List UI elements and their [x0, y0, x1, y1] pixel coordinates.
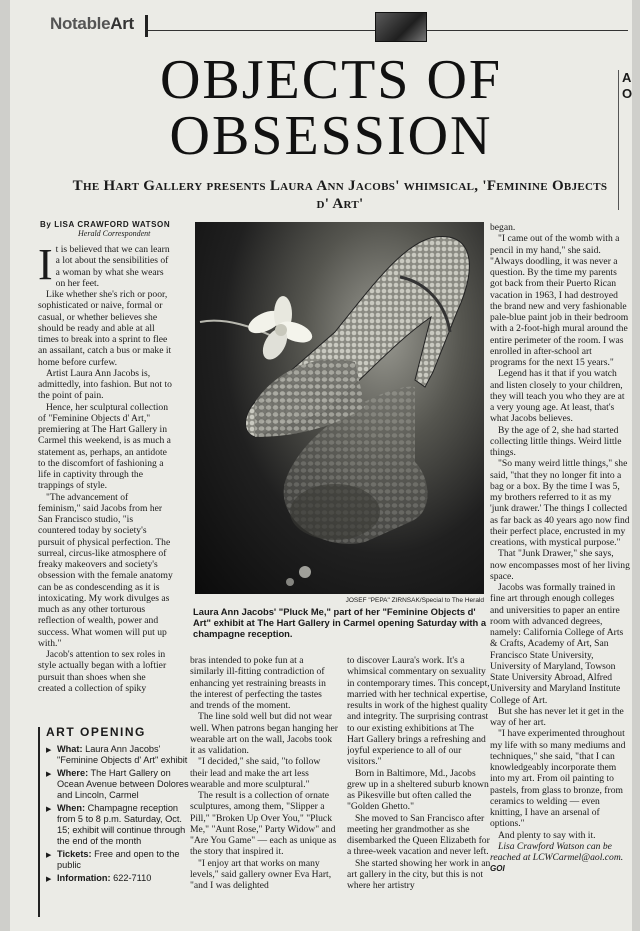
art-opening-list — [46, 744, 189, 884]
author-signature: Lisa Crawford Watson can be reached at LCWCarmel@aol.com. GOI — [490, 840, 624, 874]
flower-decoration — [245, 296, 315, 364]
headline: OBJECTS OF OBSESSION — [159, 49, 503, 167]
photo-credit: JOSEF "PEPA" ZIRNSAK/Special to The Herald — [345, 597, 484, 604]
info-when: ▶ When: Champagne reception from 5 to 8 p.m. Saturday, Oct. 15; exhibit will continue through the end of the month — [46, 803, 189, 847]
article-column-1: It is believed that we can learn a lot about the sensibilities of a woman by what she wears on her feet. Like whether she's rich or poor, sophisticated or naive, formal or casual, or whether believes she should be ready and able at all times to break into a sprint to flee an assailant, catch a bus or make it home before curfew. Artist Laura Ann Jacobs is, admittedly, into fashion. But not to the point of pain. Hence, her sculptural collection of "Feminine Objects d' Art," premiering at The Hart Gallery in Carmel this weekend, is as much a statement as, perhaps, an antidote to the discomfort of fashioning a life in captivity through the trappings of style. "The advancement of feminism," said Jacobs from her San Francisco studio, "is countered today by society's pursuit of physical perfection. The surreal, circus-like atmosphere of freaky makeovers and society's obsession with the female anatomy can be as condescending as it is intoxicating. My work divulges as much as any other torturous reflection of wealth, power and success. What women will put up with." Jacob's attention to sex roles in style actually began with a loftier pursuit than shoes when she created a collection of spiky — [38, 244, 173, 694]
info-tickets: ▶ Tickets: Free and open to the public — [46, 849, 189, 871]
art-opening-heading: ART OPENING — [46, 725, 146, 739]
article-column-2: bras intended to poke fun at a similarly ill-fitting contradiction of enhancing yet restraining breasts in the interest of perfecting the tastes and trends of the moment. The line sold well but did not wear well. When patrons began hanging her wearable art on the wall, Jacobs took it as validation. "I decided," she said, "to follow their lead and make the art less wearable and more sculptural." The result is a collection of ornate sculptures, among them, "Slipper a Pill," "Broken Up Over You," "Pluck Me," "Aunt Rose," Party Widow" and "Are You Game" — each as unique as the story that inspired it. "I enjoy art that works on many levels," said gallery owner Eva Hart, "and I was delighted — [190, 655, 338, 891]
section-header — [50, 10, 632, 38]
adjacent-column-fragment: A O — [618, 70, 632, 210]
info-what: ▶ What: Laura Ann Jacobs' "Feminine Objects d' Art" exhibit — [46, 744, 189, 766]
drop-cap: I — [38, 244, 53, 289]
end-mark: GOI — [490, 864, 505, 874]
article-column-4: began. "I came out of the womb with a pencil in my hand," she said. "Always doodling, it was never a question. By the time my parents got back from their Puerto Rican vacation in 1963, I had destroyed the brand new and very fashionable pale-blue paint job in their bedroom with a 2-foot-high mural around the entire perimeter of the room. I was enrolled in after-school art programs for the next 15 years." Legend has it that if you watch and listen closely to your children, they will teach you who they are at a very young age. At least, that's what Jacobs believes. By the age of 2, she had started collecting little things. Weird little things. "So many weird little things," she said, "that they no longer fit into a bag or a box. By the time I was 5, my brothers referred to it as my 'junk drawer.' The things I collected as far back as 40 years ago now find their perfect place, encrusted in my creations, with mystical purpose." That "Junk Drawer," she says, now encompasses most of her living space. Jacobs was formally trained in fine art through enough colleges and universities to paper an entire room with advanced degrees, namely: California College of Arts & Crafts, Academy of Art, San Francisco State University, University of Maryland, Towson State University Abroad, Alfred University and Maryland Institute College of Art. But she has never let it get in the way of her art. "I have experimented throughout my life with so many mediums and techniques," she said, "that I can knowledgeably incorporate them into my art. From oil painting to pastels, from glass to bronze, from ceramics to welding — even knitting, I have an arsenal of options." And plenty to say with it. Lisa Crawford Watson can be reached at LCWCarmel@aol.com. GOI — [490, 222, 630, 874]
header-divider — [145, 15, 148, 37]
byline: By LISA CRAWFORD WATSON Herald Correspondent — [40, 220, 171, 238]
header-thumbnail — [375, 12, 427, 42]
shoe-sculpture-photo — [195, 222, 484, 594]
info-where: ▶ Where: The Hart Gallery on Ocean Avenue between Dolores and Lincoln, Carmel — [46, 768, 189, 801]
art-opening-box — [38, 727, 189, 917]
info-phone: ▶ Information: 622-7110 — [46, 873, 189, 884]
article-column-3: to discover Laura's work. It's a whimsical commentary on sexuality in contemporary times. This concept, married with her technical expertise, results in work of the highest quality and integrity. The surprising contrast to our existing exhibitions at The Hart Gallery brings a refreshing and joyful experience to all of our visitors." Born in Baltimore, Md., Jacobs grew up in a sheltered suburb known as Pikesville but often called the "Golden Ghetto." She moved to San Francisco after meeting her grandmother as she disembarked the Queen Elizabeth for a three-week vacation and never left. She started showing her work in an art gallery in the city, but this is not where her artistry — [347, 655, 491, 891]
section-label: NotableArt — [50, 14, 134, 33]
photo-caption: Laura Ann Jacobs' "Pluck Me," part of her "Feminine Objects d' Art" exhibit at The Hart Gallery in Carmel opening Saturday with a champagne reception. — [193, 606, 487, 639]
subheadline: The Hart Gallery presents Laura Ann Jacobs' whimsical, 'Feminine Objects d' Art' — [72, 178, 608, 212]
newspaper-page — [10, 0, 632, 931]
shoe-illustration — [195, 222, 484, 594]
